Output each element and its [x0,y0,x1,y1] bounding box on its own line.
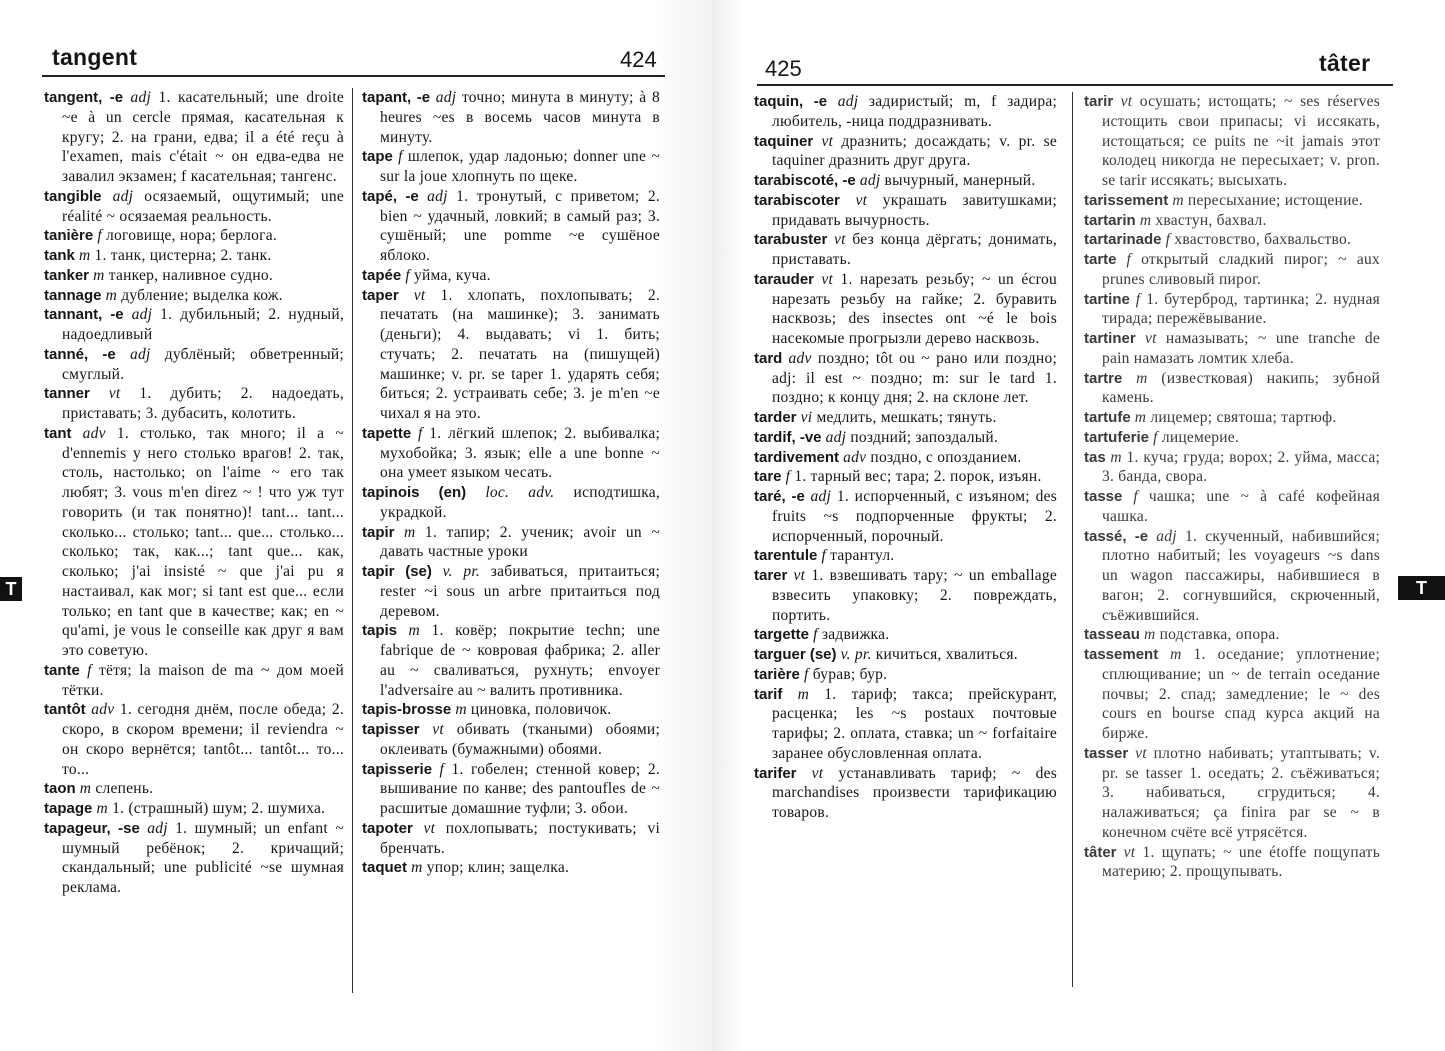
dictionary-entry [1084,625,1380,645]
dictionary-entry [1084,448,1380,488]
headword: tartre [1084,369,1123,387]
definition: открытый сладкий пирог; ~ aux prunes сливовый пирог. [1102,251,1381,288]
dictionary-entry [362,88,660,147]
dictionary-entry [1084,230,1380,250]
definition: 1. скученный, набившийся; плотно набитый; les voyageurs ~s dans un wagon пассажиры, набившиеся в вагон; 2. согнувшийся, скрюченный, съёжившийся. [1102,527,1380,624]
part-of-speech: adj [859,172,881,189]
definition: 1. сегодня днём, после обеда; 2. скоро, в скором времени; il reviendra ~ он скоро вернётся; tantôt... tantôt... то... то... [62,701,344,778]
dictionary-entry [754,625,1057,645]
dictionary-entry [754,764,1057,823]
part-of-speech: m [797,685,810,703]
headword: tant [44,424,72,442]
dictionary-entry [1084,191,1380,211]
headword: tarif [754,685,783,703]
page-number: 424 [620,47,657,72]
headword: tarabuster [754,231,828,249]
part-of-speech: m [1170,646,1182,663]
dictionary-entry [1084,527,1380,626]
headword: taquin, -e [754,93,828,110]
headword: tante [44,661,80,679]
part-of-speech: f [398,148,403,166]
headword: tapant, -e [362,89,431,106]
dictionary-entry [754,171,1057,191]
part-of-speech: adv [788,349,812,367]
part-of-speech: vt [1123,843,1136,861]
dictionary-entry [1084,744,1380,843]
part-of-speech: v. pr. [442,563,481,580]
definition: 1. тариф; такса; прейскурант, расценка; les ~s postaux почтовые тарифы; 2. оплата, ставка; un ~ forfaitaire заранее обусловленная оплата. [772,685,1058,762]
headword: tasseau [1084,626,1140,644]
definition: медлить, мешкать; тянуть. [816,409,997,426]
headword: tapoter [362,819,413,837]
headword: tartiner [1084,330,1136,347]
part-of-speech: adj [837,93,859,110]
column-divider [352,88,353,993]
part-of-speech: vt [821,270,834,288]
headword: tartuferie [1084,428,1150,446]
dictionary-column [1084,92,1380,882]
definition: забиваться, притаиться; rester ~i sous un arbre притаиться под деревом. [380,563,661,620]
dictionary-entry [754,408,1057,428]
headword: tarabiscoter [754,191,840,209]
part-of-speech: adj [129,345,151,363]
definition: 1. хлопать, похлопывать; 2. печатать (на машинке); 3. занимать (деньги); 4. выдавать; vi 1. бить; стучать; 2. печатать на (пишущей) машинке; v. pr. se taper 1. ударять себя; биться; 2. устраивать себе; 3. je m'en ~e чихал я на это. [380,286,660,422]
definition: плотно набивать; утаптывать; v. pr. se tasser 1. оседать; 2. съёживаться; 3. набиваться, сгрудиться; 4. налаживаться; ça finira par se ~ в конечном счёте всё утрясётся. [1102,744,1380,841]
headword: tarifer [754,764,797,782]
definition: кичиться, хвалиться. [875,646,1018,663]
header-rule [757,84,1393,86]
headword: tarauder [754,270,815,288]
dictionary-entry [44,88,344,187]
headword: tarer [754,567,788,584]
part-of-speech: f [821,547,827,565]
definition: тарантул. [830,547,895,565]
definition: осушать; истощать; ~ ses réserves истощить свои припасы; vi иссякать, истощаться; ce puits ne ~it jamais этот колодец никогда не пересыхает; v. pron. se tarir иссякать; высыхать. [1102,93,1381,189]
part-of-speech: m [78,247,91,264]
definition: 1. лёгкий шлепок; 2. выбивалка; мухобойка; 3. язык; elle a une bonne ~ она умеет языком чесать. [380,424,661,482]
dictionary-entry [1084,92,1380,191]
left-page [0,0,712,1051]
dictionary-entry [44,226,344,246]
dictionary-entry [44,779,344,799]
part-of-speech: m [93,266,105,284]
part-of-speech: vt [834,231,846,249]
headword: tapir (se) [362,563,432,580]
headword: tanker [44,266,90,284]
definition: 1. испорченный, с изъяном; des fruits ~s подпорченные фрукты; 2. испорченный, порочный. [772,488,1057,545]
definition: лицемер; святоша; тартюф. [1150,409,1337,426]
definition: уйма, куча. [414,266,491,284]
headword: tanière [44,227,94,245]
definition: устанавливать тариф; ~ des marchandises произвести тарификацию товаров. [772,764,1058,821]
definition: поздний; запоздалый. [850,428,999,446]
dictionary-entry [1084,211,1380,231]
part-of-speech: m [1144,626,1156,644]
headword: tanné, -e [44,345,116,363]
dictionary-entry [362,424,660,483]
dictionary-entry [44,661,344,701]
part-of-speech: vt [793,567,806,584]
part-of-speech: m [1136,369,1148,387]
definition: 1. взвешивать тару; ~ un emballage взвесить упаковку; 2. повреждать, портить. [772,567,1058,624]
part-of-speech: m [408,622,420,640]
dictionary-entry [754,467,1057,487]
part-of-speech: vt [821,132,834,150]
dictionary-entry [1084,290,1380,330]
definition: украшать завитушками; придавать вычурность. [772,191,1058,229]
headword: tartarinade [1084,231,1162,249]
column-divider [1072,92,1073,987]
dictionary-entry [44,305,344,345]
headword: tarabiscoté, -e [754,172,856,189]
part-of-speech: adj [112,187,134,205]
dictionary-entry [754,566,1057,625]
part-of-speech: adv [82,424,106,442]
headword: tasser [1084,744,1129,762]
part-of-speech: adj [825,428,847,446]
headword: tapisser [362,721,420,738]
part-of-speech: f [417,424,423,442]
part-of-speech: f [405,266,410,284]
definition: задиристый; m, f задира; любитель, -ница поддразнивать. [772,93,1058,130]
dictionary-entry [362,562,660,621]
definition: 1. ковёр; покрытие techn; une fabrique de ~ ковровая фабрика; 2. aller au ~ сваливаться, рухнуть; envoyer l'adversaire au ~ валить противника. [380,622,661,699]
part-of-speech: adj [427,187,448,205]
definition: 1. дубить; 2. надоедать, приставать; 3. дубасить, колотить. [62,385,344,422]
part-of-speech: m [1110,448,1122,466]
definition: чашка; une ~ à café кофейная чашка. [1102,488,1380,525]
part-of-speech: adj [131,306,153,324]
part-of-speech: f [1133,488,1138,505]
headword: taquet [362,859,407,877]
definition: 1. бутерброд, тартинка; 2. нудная тирада; пережёвывание. [1102,290,1380,328]
dictionary-entry [754,132,1057,172]
headword: tank [44,247,75,264]
dictionary-entry [1084,369,1380,409]
headword: targuer (se) [754,646,837,663]
part-of-speech: m [1139,211,1152,229]
headword: tarière [754,665,800,683]
definition: 1. тронутый, с приветом; 2. bien ~ удачный, ловкий; в самый раз; 3. сушёный; une pomme ~e сушёное яблоко. [380,187,661,264]
dictionary-entry [1084,487,1380,527]
definition: танкер, наливное судно. [108,266,274,284]
part-of-speech: vi [800,409,813,426]
definition: 1. шумный; un enfant ~ шумный ребёнок; 2. кричащий; скандальный; une publicité ~se шумная реклама. [62,819,345,896]
part-of-speech: adj [810,488,832,505]
dictionary-entry [754,487,1057,546]
definition: 1. тапир; 2. ученик; avoir un ~ давать частные уроки [380,523,661,561]
definition: дубление; выделка кож. [121,286,283,304]
dictionary-entry [44,187,344,227]
definition: вычурный, манерный. [884,172,1036,189]
dictionary-column [754,92,1057,823]
headword: tapinois (en) [362,484,467,501]
headword: tapée [362,266,402,284]
headword: tartine [1084,290,1130,308]
part-of-speech: vt [811,764,824,782]
dictionary-entry [754,645,1057,665]
dictionary-entry [754,428,1057,448]
definition: 1. дубильный; 2. нудный, надоедливый [62,306,345,343]
definition: точно; минута в минуту; à 8 heures ~es в восемь часов минута в минуту. [380,89,661,146]
definition: шлепок, удар ладонью; donner une ~ sur la joue хлопнуть по щеке. [380,148,660,185]
dictionary-entry [362,147,660,187]
part-of-speech: loc. adv. [485,484,555,501]
running-head: tangent [52,44,138,70]
headword: taon [44,780,76,798]
definition: намазывать; ~ une tranche de pain намазать ломтик хлеба. [1102,330,1380,367]
dictionary-entry [1084,329,1380,369]
part-of-speech: m [1134,409,1147,426]
part-of-speech: m [411,859,423,877]
part-of-speech: v. pr. [840,646,872,663]
definition: похлопывать; постукивать; vi бренчать. [380,819,660,857]
part-of-speech: f [1165,231,1171,249]
dictionary-entry [362,266,660,286]
part-of-speech: adj [435,89,457,106]
headword: tape [362,148,393,166]
headword: tas [1084,448,1106,466]
definition: поздно, с опозданием. [870,448,1022,466]
part-of-speech: f [1135,290,1141,308]
definition: дразнить; досаждать; v. pr. se taquiner дразнить друг друга. [772,132,1057,170]
dictionary-entry [44,286,344,306]
definition: упор; клин; защелка. [426,859,570,877]
dictionary-entry [1084,408,1380,428]
definition: без конца дёргать; донимать, приставать. [772,231,1058,268]
headword: tarissement [1084,191,1169,209]
headword: tarder [754,409,797,426]
definition: логовище, нора; берлога. [106,227,277,245]
definition: (известковая) накипь; зубной камень. [1102,369,1380,407]
dictionary-entry [362,483,660,523]
definition: циновка, половичок. [470,701,612,719]
dictionary-entry [362,523,660,563]
part-of-speech: f [804,665,809,683]
part-of-speech: f [87,661,92,679]
dictionary-entry [754,349,1057,408]
part-of-speech: m [79,780,92,798]
definition: 1. куча; груда; ворох; 2. уйма, масса; 3. банда, свора. [1102,448,1380,486]
header-rule [42,75,665,77]
part-of-speech: m [96,800,108,817]
headword: tarentule [754,547,818,565]
dictionary-entry [754,685,1057,764]
thumb-index-tab: T [0,577,22,601]
headword: tapis-brosse [362,701,452,719]
definition: 1. щупать; ~ une étoffe пощупать материю; 2. прощупывать. [1102,843,1381,881]
headword: tapisserie [362,760,433,778]
dictionary-entry [44,424,344,661]
headword: taré, -e [754,488,805,505]
definition: пересыхание; истощение. [1187,191,1363,209]
headword: taquiner [754,132,814,150]
definition: тётя; la maison de ma ~ дом моей тётки. [62,661,345,699]
part-of-speech: vt [423,819,436,837]
headword: tasse [1084,488,1123,505]
headword: tare [754,468,782,486]
part-of-speech: adv [843,448,867,466]
part-of-speech: vt [413,286,426,304]
part-of-speech: m [105,286,118,304]
headword: tannage [44,286,102,304]
definition: 1. оседание; уплотнение; сплющивание; un ~ de terrain оседание почвы; 2. спад; замедление; le ~ des cours en bourse спад курса акций на бирже. [1102,646,1380,742]
definition: 1. тарный вес; тара; 2. порок, изъян. [794,468,1042,486]
headword: tangible [44,187,102,205]
part-of-speech: m [403,523,416,541]
definition: 1. касательный; une droite ~e à un cercle прямая, касательная к кругу; 2. на грани, едва; il a été reçu à l'examen, mais c'était ~ он едва-едва не завалил экзамен; f касательная; тангенс. [62,89,345,185]
dictionary-entry [44,819,344,898]
definition: задвижка. [821,626,890,644]
dictionary-entry [1084,428,1380,448]
part-of-speech: m [1172,191,1184,209]
dictionary-entry [362,720,660,760]
headword: tard [754,349,783,367]
dictionary-entry [362,187,660,266]
headword: tangent, -e [44,89,124,106]
part-of-speech: f [785,468,791,486]
dictionary-entry [362,621,660,700]
part-of-speech: f [1126,251,1132,268]
part-of-speech: vt [432,721,444,738]
part-of-speech: f [1153,428,1158,446]
right-page [712,0,1445,1051]
part-of-speech: vt [855,191,868,209]
definition: хвастун, бахвал. [1155,211,1267,229]
definition: поздно; tôt ou ~ рано или поздно; adj: il est ~ поздно; m: sur le tard 1. поздно; к концу дня; 2. на склоне лет. [772,349,1058,407]
definition: бурав; бур. [812,665,888,683]
running-head: tâter [1319,50,1371,76]
part-of-speech: f [813,626,818,644]
headword: tapette [362,424,412,442]
dictionary-entry [1084,250,1380,290]
definition: подставка, опора. [1159,626,1280,644]
dictionary-entry [362,819,660,859]
headword: tartarin [1084,211,1136,229]
part-of-speech: vt [108,385,121,403]
headword: tannant, -e [44,306,124,324]
headword: tapis [362,622,398,640]
dictionary-entry [44,799,344,819]
definition: слепень. [95,780,154,798]
definition: 1. танк, цистерна; 2. танк. [94,247,272,264]
part-of-speech: vt [1120,93,1133,110]
headword: tassé, -e [1084,527,1149,545]
dictionary-column [44,88,344,898]
definition: лицемерие. [1161,428,1240,446]
definition: осязаемый, ощутимый; une réalité ~ осязаемая реальность. [62,187,345,225]
dictionary-entry [754,546,1057,566]
headword: targette [754,626,810,644]
headword: tarir [1084,93,1114,110]
page-number: 425 [765,56,802,81]
dictionary-entry [754,230,1057,270]
part-of-speech: adj [130,89,152,106]
dictionary-entry [754,448,1057,468]
definition: 1. гобелен; стенной ковер; 2. вышивание по канве; des pantoufles de ~ расшитые домашние туфли; 3. обои. [380,760,661,817]
definition: исподтишка, украдкой. [380,484,660,521]
thumb-index-tab: T [1398,576,1445,600]
dictionary-entry [44,384,344,424]
part-of-speech: adj [1156,527,1177,545]
definition: дублёный; обветренный; смуглый. [62,345,344,383]
dictionary-entry [362,700,660,720]
headword: tapé, -e [362,187,419,205]
dictionary-entry [362,858,660,878]
part-of-speech: vt [1144,330,1157,347]
dictionary-entry [1084,645,1380,744]
definition: 1. нарезать резьбу; ~ un écrou нарезать резьбу на гайке; 2. буравить насквозь; des insectes ont ~é le bois насекомые прогрызли дерево насквозь. [772,270,1058,347]
dictionary-entry [754,665,1057,685]
dictionary-entry [362,760,660,819]
dictionary-entry [754,270,1057,349]
dictionary-entry [362,286,660,424]
headword: tardif, -ve [754,428,822,446]
definition: 1. (страшный) шум; 2. шумиха. [112,800,326,817]
dictionary-entry [44,700,344,779]
headword: tapage [44,800,93,817]
dictionary-entry [44,345,344,385]
dictionary-entry [1084,843,1380,883]
part-of-speech: f [97,227,102,245]
headword: tarte [1084,251,1117,268]
part-of-speech: adj [147,819,168,837]
headword: taper [362,286,399,304]
dictionary-entry [44,246,344,266]
part-of-speech: adv [91,701,115,719]
dictionary-entry [754,92,1057,132]
definition: обивать (ткаными) обоями; оклеивать (бумажными) обоями. [380,721,660,758]
headword: tassement [1084,646,1159,663]
headword: tanner [44,385,90,403]
headword: tapageur, -se [44,819,140,837]
part-of-speech: m [455,701,467,719]
definition: 1. столько, так много; il a ~ d'ennemis у него столько врагов! 2. так, столь, настолько; on l'aime ~ его так любят; 3. vous m'en direz ~ ! что уж тут говорить (и так понятно)! tant... tant... сколько... столько; tant... que... столько... сколько; так, как...; tant que... как, сколько; j'ai insisté ~ que j'ai pu я настаивал, как мог; si tant est que... если только; en tant que в качестве; как; en ~ qu'ami, je vous le conseille как друг я вам это советую. [62,424,345,659]
dictionary-column [362,88,660,878]
part-of-speech: f [439,760,445,778]
headword: tantôt [44,701,86,719]
headword: tardivement [754,448,840,466]
part-of-speech: vt [1135,744,1147,762]
dictionary-entry [754,191,1057,231]
definition: хвастовство, бахвальство. [1174,231,1352,249]
headword: tartufe [1084,409,1131,426]
dictionary-entry [44,266,344,286]
headword: tâter [1084,843,1117,861]
headword: tapir [362,523,395,541]
